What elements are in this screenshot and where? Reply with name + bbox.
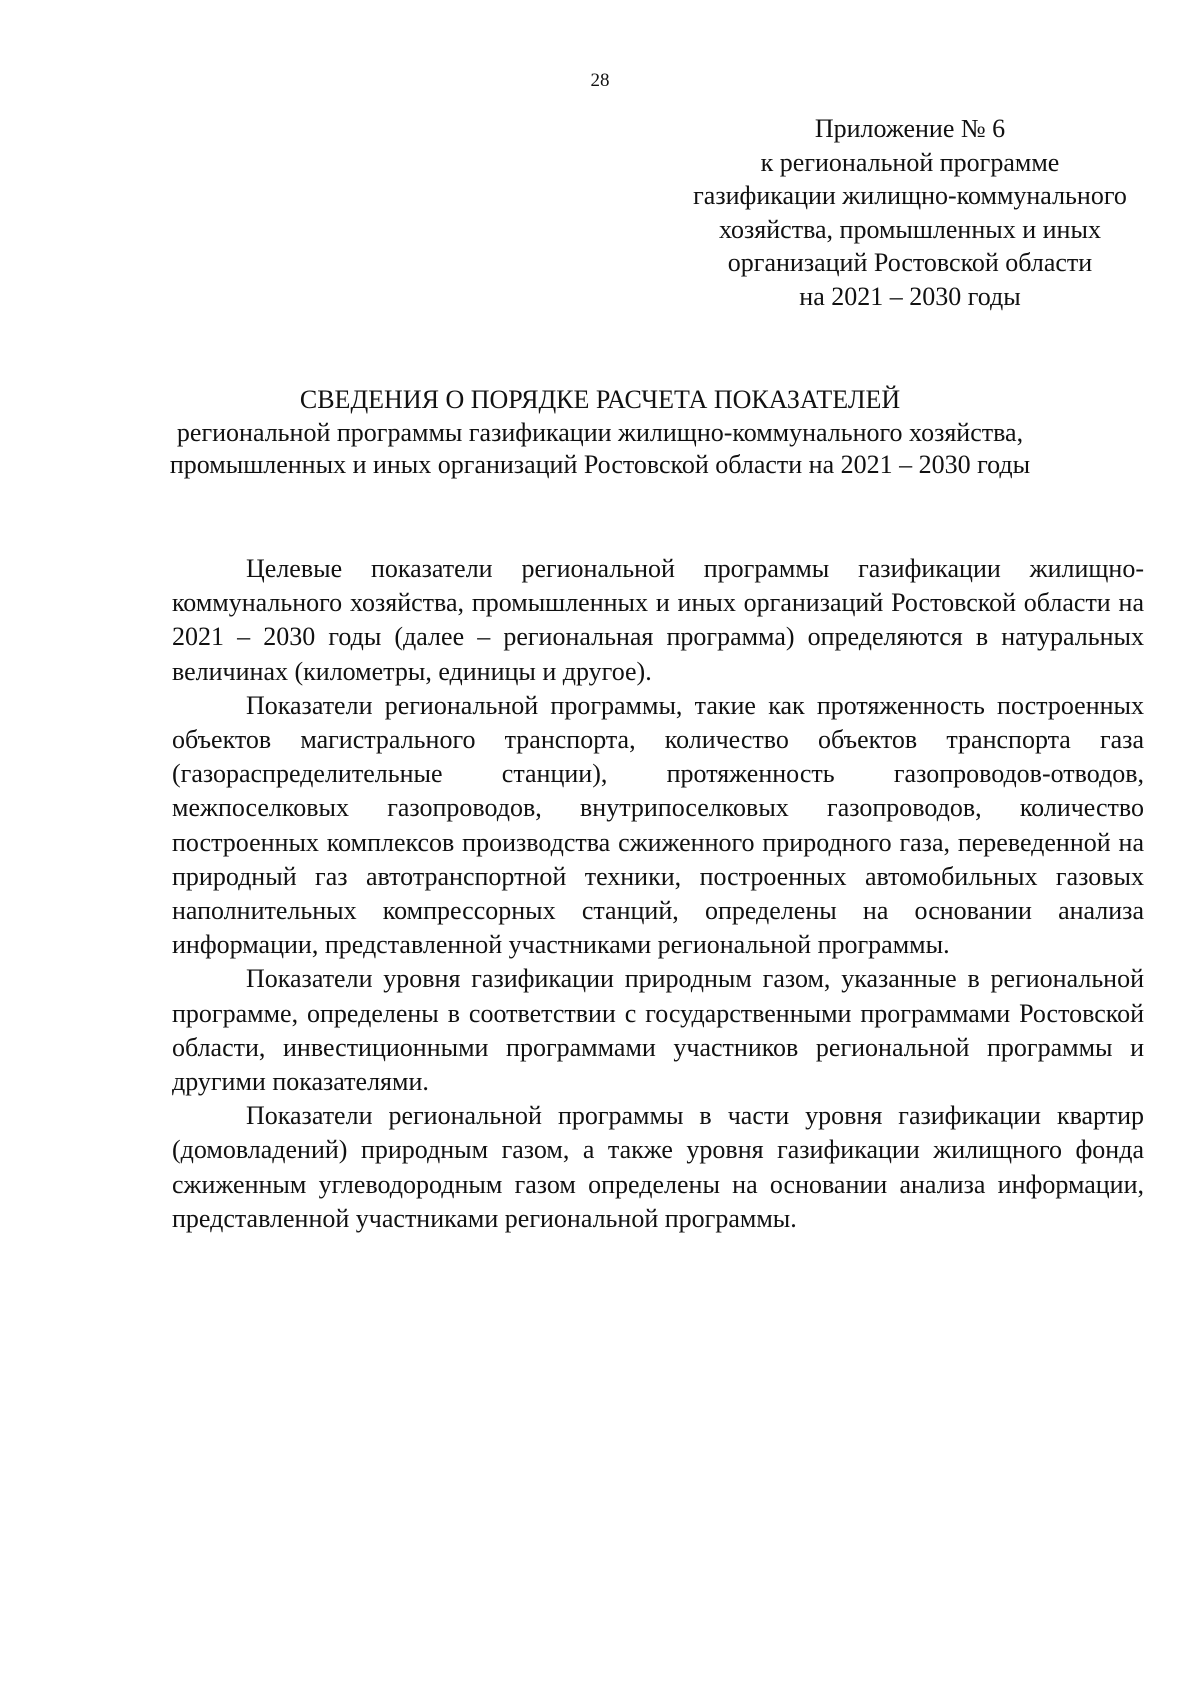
- appendix-line: на 2021 – 2030 годы: [799, 281, 1021, 311]
- body-paragraph: Показатели региональной программы в части уровня газификации квартир (домовладений) природным газом, а также уровня газификации жилищного фонда сжиженным углеводородным газом определены на основании анализа информации, представленной участниками региональной программы.: [172, 1101, 1144, 1233]
- body-paragraph: Целевые показатели региональной программы газификации жилищно-коммунального хозяйства, промышленных и иных организаций Ростовской области на 2021 – 2030 годы (далее – региональная программа) определяются в натуральных величинах (километры, единицы и другое).: [172, 554, 1144, 686]
- appendix-line: Приложение № 6: [814, 114, 1006, 143]
- appendix-line: организаций Ростовской области: [727, 248, 1093, 277]
- document-heading: [0, 384, 1200, 482]
- body-paragraph: Показатели региональной программы, такие как протяженность построенных объектов магистрального транспорта, количество объектов транспорта газа (газораспределительные станции), протяженность газопроводов-отводов, межпоселковых газопроводов, внутрипоселковых газопроводов, количество построенных комплексов производства сжиженного природного газа, переведенной на природный газ автотранспортной техники, построенных автомобильных газовых наполнительных компрессорных станций, определены на основании анализа информации, представленной участниками региональной программы.: [172, 690, 1144, 960]
- appendix-line: газификации жилищно-коммунального: [693, 181, 1127, 210]
- appendix-line: к региональной программе: [760, 147, 1060, 177]
- heading-title: СВЕДЕНИЯ О ПОРЯДКЕ РАСЧЕТА ПОКАЗАТЕЛЕЙ: [299, 385, 901, 414]
- heading-subtitle: промышленных и иных организаций Ростовской области на 2021 – 2030 годы: [169, 450, 1031, 479]
- heading-subtitle: региональной программы газификации жилищно-коммунального хозяйства,: [176, 417, 1024, 447]
- body-paragraph: Показатели уровня газификации природным газом, указанные в региональной программе, определены в соответствии с государственными программами Ростовской области, инвестиционными программами участников региональной программы и другими показателями.: [172, 964, 1144, 1097]
- appendix-line: хозяйства, промышленных и иных: [719, 214, 1101, 244]
- document-body: [172, 552, 1144, 1236]
- appendix-reference: [660, 112, 1160, 313]
- page-number: 28: [590, 70, 610, 91]
